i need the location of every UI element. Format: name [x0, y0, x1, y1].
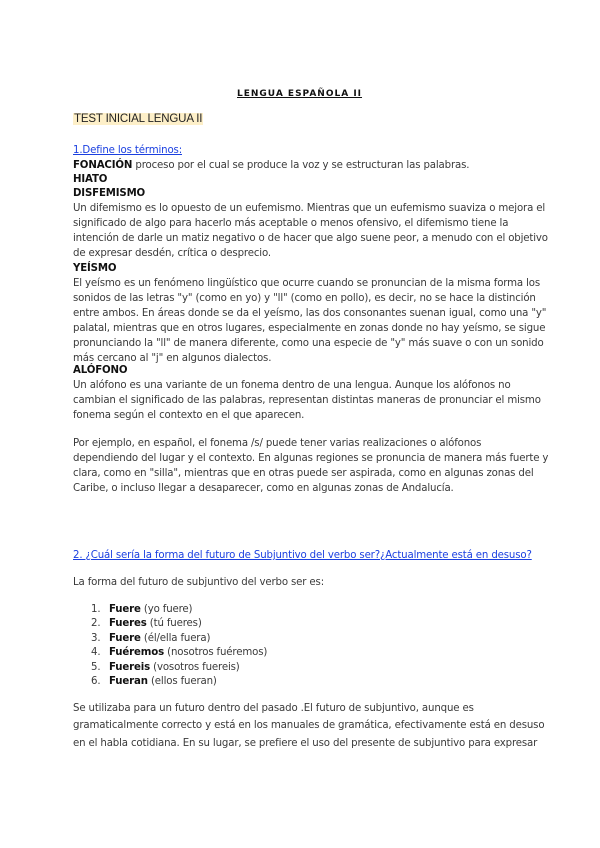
q2-paragraph: en el habla cotidiana. En su lugar, se prefiere el uso del presente de subjuntivo para expresar [73, 738, 538, 749]
list-item: 2. Fueres (tú fueres) [91, 618, 202, 629]
disfemismo-text: significado de algo para hacerlo más aceptable o menos ofensivo, el difemismo tiene la [73, 218, 509, 229]
term-alofono: ALÓFONO [73, 365, 128, 376]
term-disfemismo: DISFEMISMO [73, 188, 146, 199]
disfemismo-text: Un difemismo es lo opuesto de un eufemismo. Mientras que un eufemismo suaviza o mejora el [73, 203, 546, 214]
alofono-text: Un alófono es una variante de un fonema dentro de una lengua. Aunque los alófonos no [73, 380, 511, 391]
list-item: 3. Fuere (él/ella fuera) [91, 633, 211, 644]
disfemismo-text: intención de darle un matiz negativo o de hacer que algo suene peor, a menudo con el objetivo [73, 233, 548, 244]
yeismo-text: sonidos de las letras "y" (como en yo) y "ll" (como en pollo), es decir, no se hace la distinción [73, 293, 536, 304]
yeismo-text: El yeísmo es un fenómeno lingüístico que ocurre cuando se pronuncian de la misma forma los [73, 278, 541, 289]
term-yeismo: YEÍSMO [73, 263, 117, 274]
q2-intro: La forma del futuro de subjuntivo del verbo ser es: [73, 577, 324, 588]
alofono-text: fonema según el contexto en el que aparecen. [73, 410, 305, 421]
yeismo-text: más cercano al "j" en algunos dialectos. [73, 353, 272, 364]
term-fonacion: FONACIÓN [73, 160, 133, 171]
yeismo-text: pronunciando la "ll" de manera diferente, como una especie de "y" más suave o con un sonido [73, 338, 544, 349]
q2-paragraph: Se utilizaba para un futuro dentro del pasado .El futuro de subjuntivo, aunque es [73, 703, 474, 714]
example-text: Por ejemplo, en español, el fonema /s/ puede tener varias realizaciones o alófonos [73, 438, 482, 449]
document-title: LENGUA ESPAÑOLA II [237, 89, 363, 99]
fonacion-definition: proceso por el cual se produce la voz y se estructuran las palabras. [132, 160, 470, 171]
disfemismo-text: de expresar desdén, crítica o desprecio. [73, 248, 271, 259]
q2-paragraph: gramaticalmente correcto y está en los manuales de gramática, efectivamente está en desuso [73, 720, 545, 731]
list-item: 6. Fueran (ellos fueran) [91, 676, 217, 687]
list-item: 5. Fuereis (vosotros fuereis) [91, 662, 240, 673]
subtitle-highlight: TEST INICIAL LENGUA II [74, 113, 203, 125]
fonacion-line [73, 158, 469, 173]
list-item: 1. Fuere (yo fuere) [91, 604, 193, 615]
q1-heading-link[interactable]: 1.Define los términos: [73, 145, 182, 156]
example-text: Caribe, o incluso llegar a desaparecer, como en algunas zonas de Andalucía. [73, 483, 454, 494]
term-hiato: HIATO [73, 174, 108, 185]
yeismo-text: palatal, mientras que en otros lugares, especialmente en zonas donde no hay yeísmo, se sigue [73, 323, 546, 334]
example-text: dependiendo del lugar y el contexto. En algunas regiones se pronuncia de manera más fuerte y [73, 453, 549, 464]
list-item: 4. Fuéremos (nosotros fuéremos) [91, 647, 268, 658]
example-text: clara, como en "silla", mientras que en otras puede ser aspirada, como en algunas zonas del [73, 468, 534, 479]
yeismo-text: entre ambos. En áreas donde se da el yeísmo, las dos consonantes suenan igual, como una "y" [73, 308, 547, 319]
q2-heading-link[interactable]: 2. ¿Cuál sería la forma del futuro de Subjuntivo del verbo ser?¿Actualmente está en desuso? [73, 550, 532, 561]
alofono-text: cambian el significado de las palabras, representan distintas maneras de pronunciar el mismo [73, 395, 541, 406]
